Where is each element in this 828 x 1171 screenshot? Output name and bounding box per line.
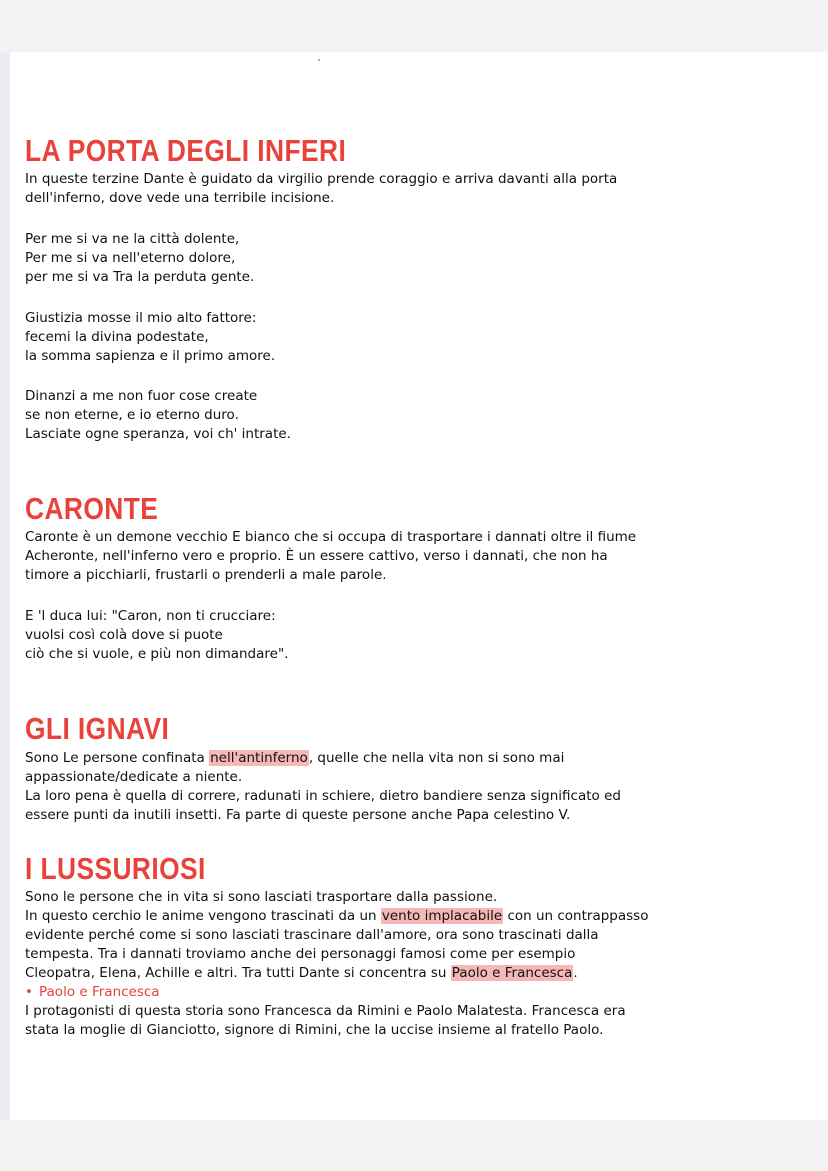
ignavi-text [25, 749, 815, 825]
text-line: Acheronte, nell'inferno vero e proprio. È un essere cattivo, verso i dannati, che non ha [25, 548, 608, 564]
text-span: Cleopatra, Elena, Achille e altri. Tra tutti Dante si concentra su [25, 965, 451, 981]
text-span: In questo cerchio le anime vengono trascinati da un [25, 908, 381, 924]
verse-line: Giustizia mosse il mio alto fattore: [25, 310, 257, 326]
bullet-label: Paolo e Francesca [39, 984, 160, 1000]
text-line: timore a picchiarli, frustarli o prenderli a male parole. [25, 567, 387, 583]
text-line: Caronte è un demone vecchio E bianco che si occupa di trasportare i dannati oltre il fiume [25, 529, 637, 545]
scan-speck [318, 59, 320, 61]
porta-intro [25, 170, 815, 208]
text-span: Sono Le persone confinata [25, 750, 210, 766]
lussuriosi-text [25, 888, 815, 1040]
text-line: stata la moglie di Gianciotto, signore di Rimini, che la uccise insieme al fratello Paolo. [25, 1022, 604, 1038]
porta-stanza-1 [25, 230, 815, 287]
text-line [25, 749, 815, 768]
text-line: evidente perché come si sono lasciati trascinare dall'amore, ora sono trascinati dalla [25, 927, 599, 943]
verse-line: vuolsi così colà dove si puote [25, 627, 223, 643]
caronte-quote [25, 607, 815, 664]
text-line: La loro pena è quella di correre, radunati in schiere, dietro bandiere senza significato ed [25, 788, 621, 804]
text-line: dell'inferno, dove vede una terribile incisione. [25, 190, 335, 206]
highlight-antinferno: nell'antinferno [210, 750, 308, 766]
heading-porta: LA PORTA DEGLI INFERI [25, 133, 347, 168]
text-span: , quelle che nella vita non si sono mai [308, 750, 565, 766]
text-line [25, 907, 815, 926]
text-line: appassionate/dedicate a niente. [25, 769, 243, 785]
verse-line: fecemi la divina podestate, [25, 329, 209, 345]
text-line: tempesta. Tra i dannati troviamo anche dei personaggi famosi come per esempio [25, 946, 576, 962]
text-span: con un contrappasso [503, 908, 649, 924]
porta-stanza-3 [25, 387, 815, 444]
highlight-vento: vento implacabile [381, 908, 503, 924]
heading-caronte: CARONTE [25, 491, 159, 526]
verse-line: Lasciate ogne speranza, voi ch' intrate. [25, 426, 291, 442]
text-line: In queste terzine Dante è guidato da virgilio prende coraggio e arriva davanti alla porta [25, 171, 618, 187]
text-span: . [573, 965, 578, 981]
bullet-item [25, 983, 815, 1002]
verse-line: ciò che si vuole, e più non dimandare". [25, 646, 289, 662]
text-line [25, 964, 815, 983]
heading-lussuriosi: I LUSSURIOSI [25, 851, 206, 886]
caronte-desc [25, 528, 815, 585]
verse-line: la somma sapienza e il primo amore. [25, 348, 276, 364]
verse-line: per me si va Tra la perduta gente. [25, 269, 255, 285]
text-line: Sono le persone che in vita si sono lasciati trasportare dalla passione. [25, 889, 498, 905]
highlight-paolo-francesca: Paolo e Francesca [451, 965, 573, 981]
text-line: essere punti da inutili insetti. Fa parte di queste persone anche Papa celestino V. [25, 807, 571, 823]
verse-line: Dinanzi a me non fuor cose create [25, 388, 258, 404]
bullet-dot-icon: • [25, 984, 33, 1000]
verse-line: E 'l duca lui: "Caron, non ti crucciare: [25, 608, 276, 624]
porta-stanza-2 [25, 309, 815, 366]
text-line: I protagonisti di questa storia sono Francesca da Rimini e Paolo Malatesta. Francesca era [25, 1003, 626, 1019]
verse-line: Per me si va nell'eterno dolore, [25, 250, 236, 266]
heading-ignavi: GLI IGNAVI [25, 711, 170, 746]
page-left-edge [0, 52, 10, 1120]
verse-line: Per me si va ne la città dolente, [25, 231, 240, 247]
verse-line: se non eterne, e io eterno duro. [25, 407, 239, 423]
